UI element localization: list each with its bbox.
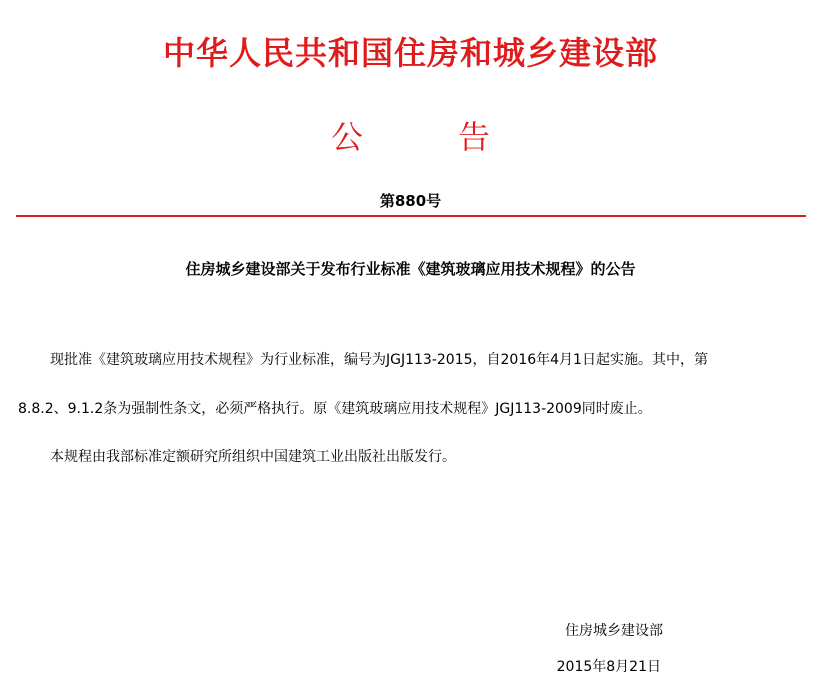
announcement-headline: 住房城乡建设部关于发布行业标准《建筑玻璃应用技术规程》的公告 (185, 260, 636, 278)
paragraph-2: 本规程由我部标准定额研究所组织中国建筑工业出版社出版发行。 (50, 449, 456, 465)
ministry-title: 中华人民共和国住房和城乡建设部 (162, 34, 658, 72)
paragraph-1-line-1: 现批准《建筑玻璃应用技术规程》为行业标准，编号为JGJ113-2015，自2016年4月1日起实施。其中，第 (50, 352, 708, 368)
notice-title-char-1: 公 (331, 118, 364, 156)
notice-title-char-2: 告 (458, 118, 491, 156)
signature-date: 2015年8月21日 (556, 659, 661, 675)
red-divider-line (16, 215, 806, 217)
document-number: 第880号 (379, 192, 442, 210)
signature-organization: 住房城乡建设部 (565, 623, 663, 639)
paragraph-1-line-2: 8.8.2、9.1.2条为强制性条文，必须严格执行。原《建筑玻璃应用技术规程》JGJ113-2009同时废止。 (18, 401, 652, 417)
